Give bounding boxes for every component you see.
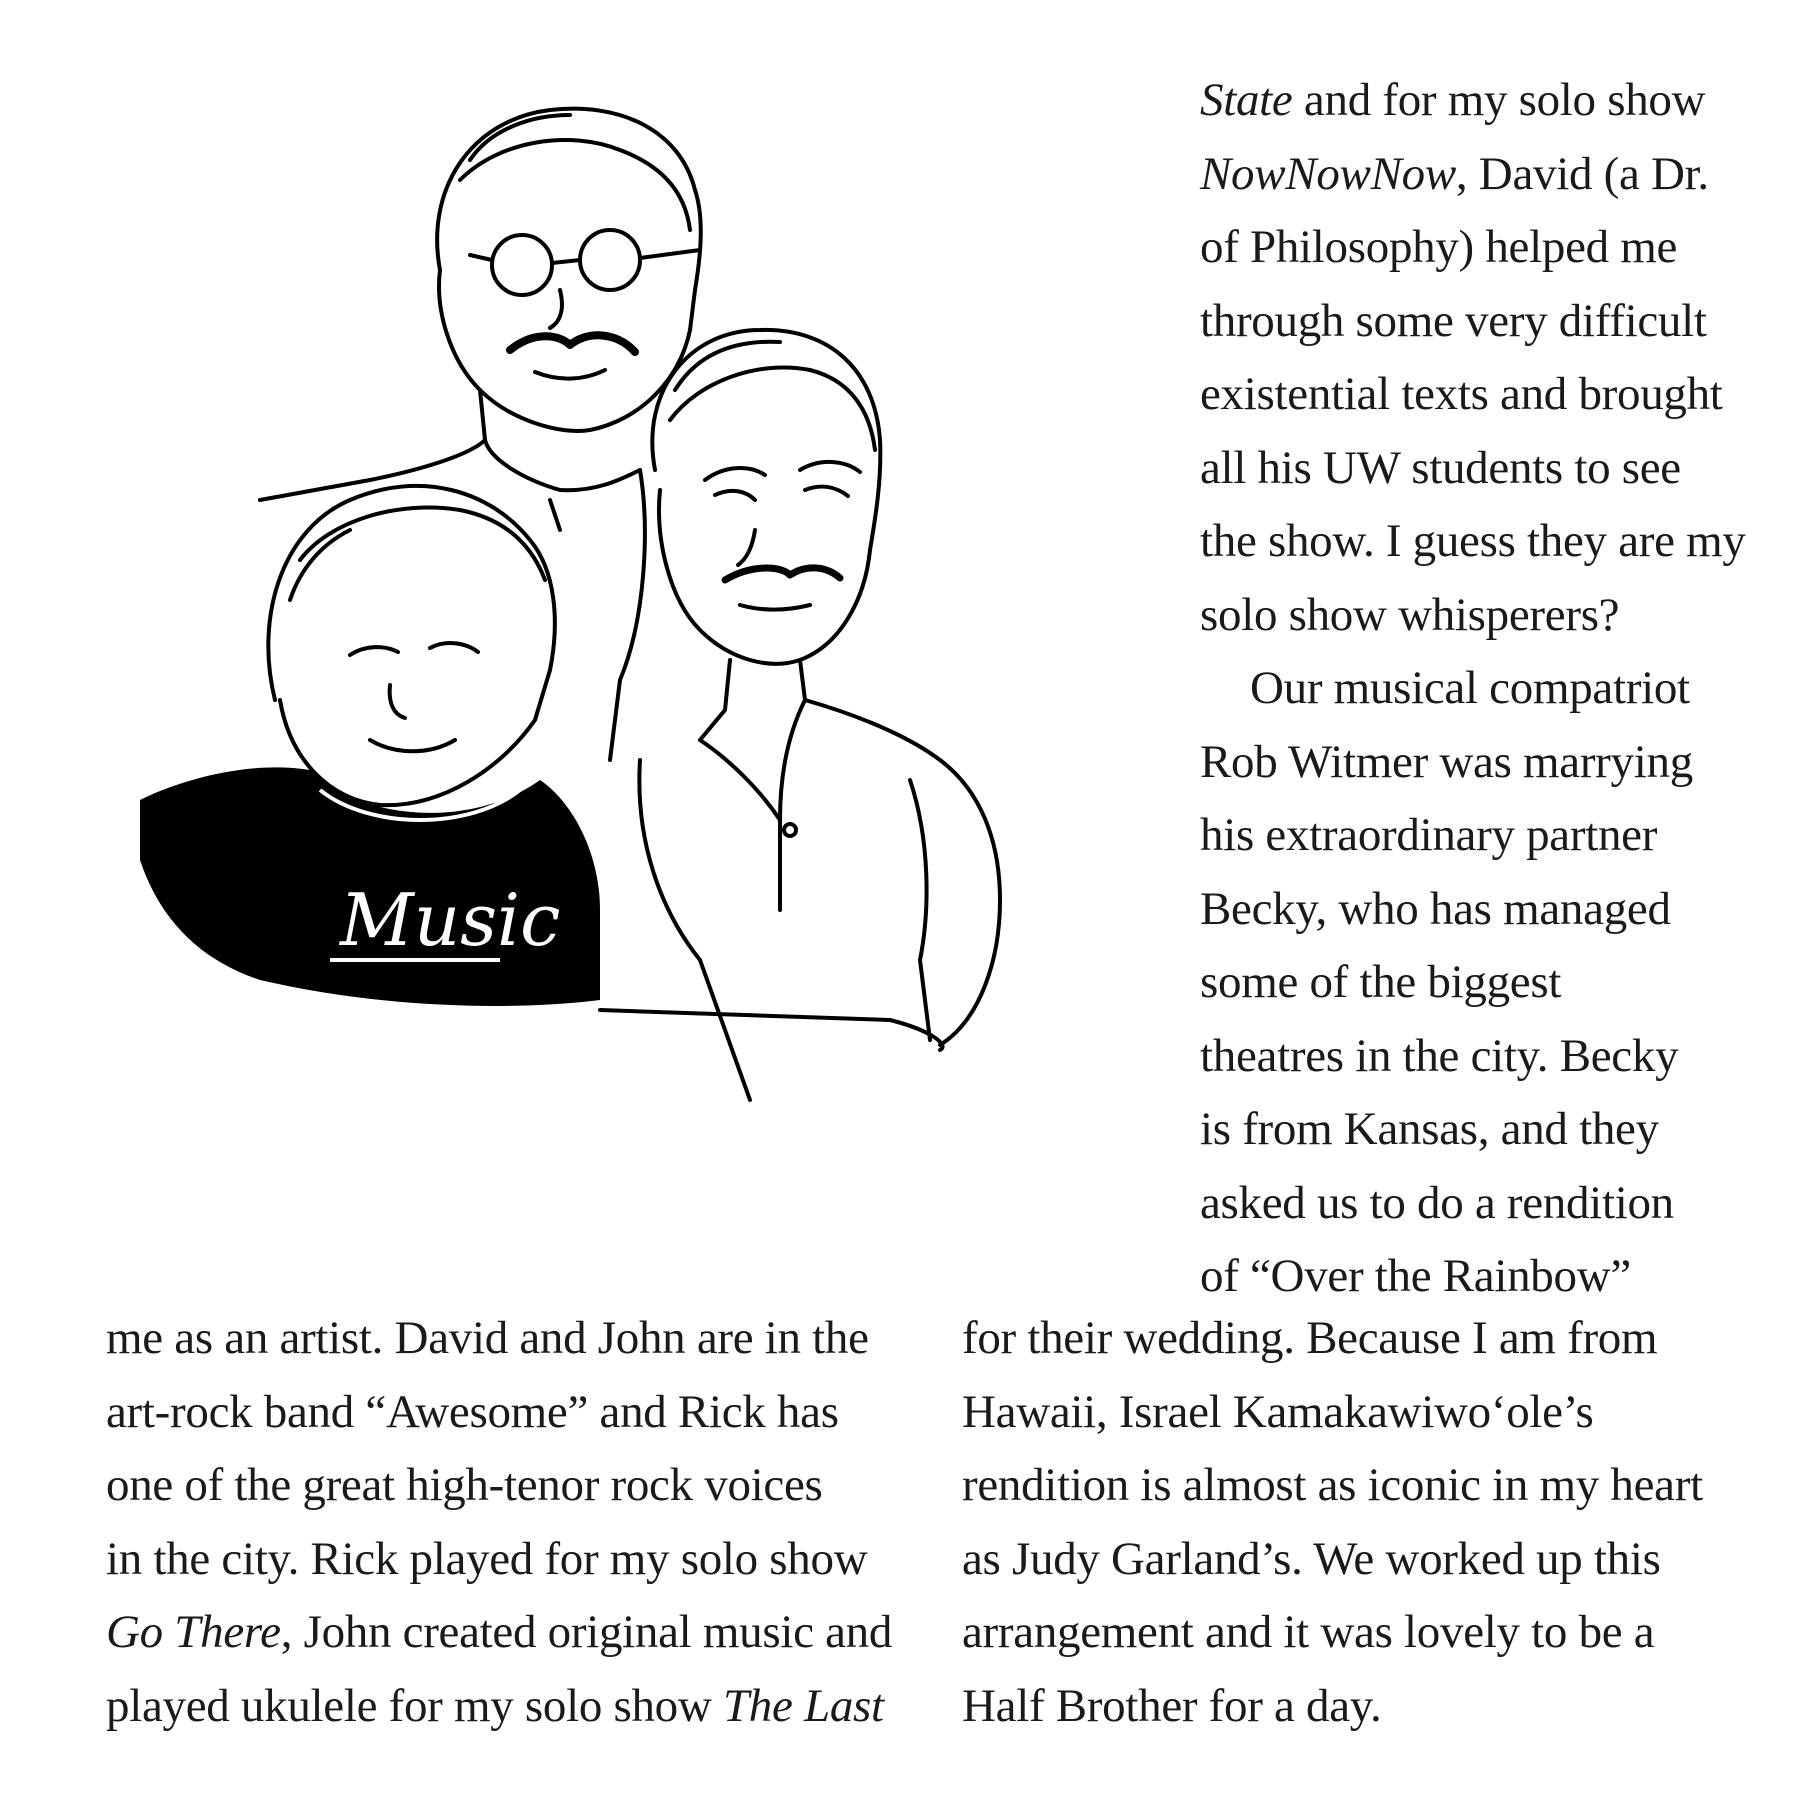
- right-column-line: [1200, 873, 1671, 946]
- right-column-line: [1200, 726, 1693, 799]
- text-span: all his UW students to see: [1200, 441, 1681, 494]
- text-span: through some very difficult: [1200, 294, 1707, 347]
- text-span: of “Over the Rainbow”: [1200, 1250, 1631, 1302]
- text-span: rendition is almost as iconic in my heart: [962, 1459, 1703, 1511]
- text-span: Becky, who has managed: [1200, 882, 1671, 935]
- right-column-line: [1200, 64, 1705, 137]
- bottom-right-column-line: [962, 1523, 1661, 1596]
- bottom-left-column-line: [106, 1670, 884, 1743]
- three-men-portrait-icon: [140, 60, 1070, 1220]
- shirt-text: Music: [340, 878, 561, 962]
- text-span: his extraordinary partner: [1200, 809, 1658, 861]
- right-column-line: [1200, 211, 1677, 284]
- bottom-right-column-line: [962, 1376, 1594, 1449]
- bottom-right-column-line: [962, 1670, 1381, 1743]
- right-column-line: [1200, 579, 1619, 652]
- text-span: me as an artist. David and John are in the: [106, 1312, 869, 1364]
- right-column-line: [1200, 799, 1657, 872]
- text-span: , David (a Dr.: [1455, 147, 1709, 200]
- right-column-line: [1200, 1093, 1659, 1166]
- text-span: for their wedding. Because I am from: [962, 1312, 1658, 1364]
- right-column-line: [1200, 1020, 1678, 1093]
- bottom-right-column-line: [962, 1302, 1657, 1375]
- bottom-left-column-line: [106, 1596, 892, 1669]
- bottom-left-column-line: [106, 1523, 867, 1596]
- right-column-line: [1200, 505, 1746, 578]
- bottom-right-column-line: [962, 1596, 1654, 1669]
- italic-title: State: [1200, 74, 1293, 126]
- text-span: played ukulele for my solo show: [106, 1679, 723, 1732]
- bottom-right-column-line: [962, 1449, 1703, 1522]
- text-span: some of the biggest: [1200, 956, 1562, 1008]
- text-span: Hawaii, Israel Kamakawiwo‘ole’s: [962, 1385, 1594, 1438]
- portrait-illustration: [140, 60, 1070, 1220]
- text-span: theatres in the city. Becky: [1200, 1029, 1679, 1082]
- text-span: of Philosophy) helped me: [1200, 221, 1678, 273]
- right-column-line: [1200, 1167, 1674, 1240]
- right-column-line: [1200, 358, 1723, 431]
- text-span: as Judy Garland’s. We worked up this: [962, 1532, 1661, 1585]
- text-span: the show. I guess they are my: [1200, 515, 1746, 567]
- bottom-left-column-line: [106, 1376, 839, 1449]
- text-span: asked us to do a rendition: [1200, 1176, 1674, 1229]
- bottom-left-column-line: [106, 1302, 869, 1375]
- right-column-line: [1200, 138, 1709, 211]
- text-span: art-rock band “Awesome” and Rick has: [106, 1385, 839, 1438]
- text-span: , John created original music and: [280, 1606, 893, 1658]
- italic-title: Go There: [106, 1606, 281, 1658]
- bottom-left-column-line: [106, 1449, 823, 1522]
- text-span: existential texts and brought: [1200, 368, 1723, 420]
- text-span: Rob Witmer was marrying: [1200, 735, 1693, 788]
- right-column-line: [1200, 432, 1681, 505]
- text-span: solo show whisperers?: [1200, 588, 1620, 641]
- right-column-line: [1200, 946, 1561, 1019]
- text-span: and for my solo show: [1292, 74, 1706, 126]
- italic-title: The Last: [722, 1679, 884, 1732]
- right-column-line: [1200, 285, 1707, 358]
- text-span: Our musical compatriot: [1250, 662, 1690, 714]
- text-span: is from Kansas, and they: [1200, 1103, 1659, 1155]
- italic-title: NowNowNow: [1200, 147, 1456, 200]
- text-span: arrangement and it was lovely to be a: [962, 1606, 1655, 1658]
- right-column-line: [1200, 652, 1690, 725]
- text-span: in the city. Rick played for my solo show: [106, 1532, 868, 1585]
- text-span: one of the great high-tenor rock voices: [106, 1459, 823, 1511]
- text-span: Half Brother for a day.: [962, 1679, 1382, 1732]
